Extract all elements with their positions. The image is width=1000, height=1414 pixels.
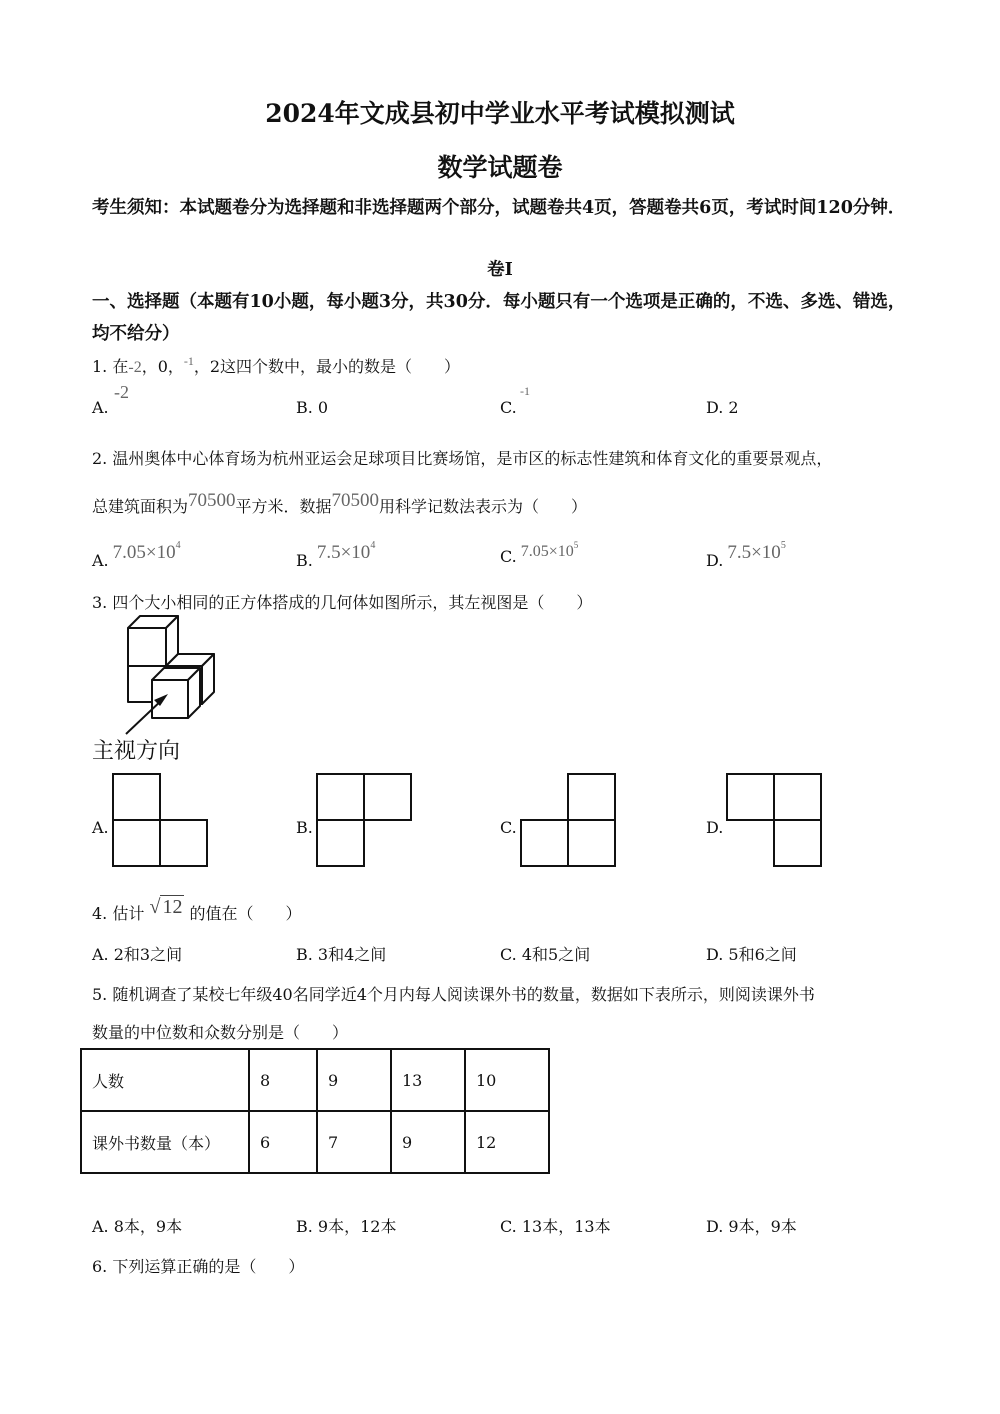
q2-option-a: A. $7.05\times 10^4$ <box>92 540 181 570</box>
q1-option-d: D. 2 <box>706 398 739 417</box>
table-cell: 10 <box>465 1049 549 1111</box>
question-6: 6. 下列运算正确的是（ ） <box>92 1257 305 1276</box>
q3-option-d: D. <box>706 818 724 837</box>
q2-option-c: C. $7.05\times 10^5$ <box>500 540 579 566</box>
question-4: 4. 估计 √ 12 的值在（ ） <box>92 896 302 923</box>
q3-option-a-figure <box>110 772 210 868</box>
q1-text-sep: ，0， <box>141 357 184 376</box>
q1-number-neg1: -1 <box>183 354 194 368</box>
q1-option-a-value: -2 <box>114 382 129 402</box>
q3-option-c-figure <box>518 772 618 868</box>
volume-heading: 卷Ⅰ <box>487 260 513 280</box>
q5-option-a: A. 8本，9本 <box>92 1217 183 1236</box>
q5-option-b: B. 9本，12本 <box>296 1217 397 1236</box>
q3-option-a: A. <box>92 818 109 837</box>
question-2-line2: 总建筑面积为70500平方米．数据70500用科学记数法表示为（ ） <box>92 490 588 516</box>
reading-data-table <box>80 1048 550 1174</box>
view-direction-caption: 主视方向 <box>92 739 181 764</box>
table-cell: 9 <box>391 1111 465 1173</box>
question-5-line2: 数量的中位数和众数分别是（ ） <box>92 1023 349 1042</box>
table-cell: 课外书数量（本） <box>81 1111 249 1173</box>
q1-text-pre: 1. 在 <box>92 357 129 376</box>
q1-text-post: ，2这四个数中，最小的数是（ ） <box>193 357 461 376</box>
q5-option-d: D. 9本，9本 <box>706 1217 797 1236</box>
q4-option-c: C. 4和5之间 <box>500 945 591 964</box>
q2-option-b: B. $7.5\times 10^4$ <box>296 540 376 570</box>
table-cell: 人数 <box>81 1049 249 1111</box>
q3-option-c: C. <box>500 818 517 837</box>
table-cell: 7 <box>317 1111 391 1173</box>
table-cell: 13 <box>391 1049 465 1111</box>
q5-option-c: C. 13本，13本 <box>500 1217 611 1236</box>
question-5-line1: 5. 随机调查了某校七年级40名同学近4个月内每人阅读课外书的数量，数据如下表所示，则阅读课外书 <box>92 985 815 1004</box>
table-row <box>81 1049 549 1111</box>
q1-option-c-value: -1 <box>520 384 530 398</box>
q2-number-2: 70500 <box>331 490 380 511</box>
table-cell: 12 <box>465 1111 549 1173</box>
section-heading: 一、选择题（本题有10小题，每小题3分，共30分．每小题只有一个选项是正确的，不选、多选、错选，均不给分） <box>92 292 906 344</box>
exam-notice: 考生须知：本试题卷分为选择题和非选择题两个部分，试题卷共4页，答题卷共6页，考试时间120分钟． <box>92 198 906 218</box>
q3-option-b: B. <box>296 818 313 837</box>
q2-number-1: 70500 <box>188 490 236 511</box>
q4-option-a: A. 2和3之间 <box>92 945 183 964</box>
q2-option-d: D. $7.5\times 10^5$ <box>706 540 786 570</box>
q3-option-d-figure <box>724 772 824 868</box>
cube-solid-figure <box>100 610 240 740</box>
table-cell: 8 <box>249 1049 317 1111</box>
q4-option-b: B. 3和4之间 <box>296 945 387 964</box>
q1-option-a: A. <box>92 398 109 417</box>
exam-title: 2024年文成县初中学业水平考试模拟测试 <box>265 99 735 128</box>
q3-option-b-figure <box>314 772 414 868</box>
question-2-line1: 2. 温州奥体中心体育场为杭州亚运会足球项目比赛场馆，是市区的标志性建筑和体育文化的重要景观点， <box>92 449 833 468</box>
table-row <box>81 1111 549 1173</box>
sqrt-12: √ 12 <box>149 896 183 918</box>
table-cell: 9 <box>317 1049 391 1111</box>
question-1 <box>92 354 460 377</box>
q1-option-b: B. 0 <box>296 398 329 417</box>
q4-option-d: D. 5和6之间 <box>706 945 797 964</box>
exam-subtitle: 数学试题卷 <box>437 153 563 182</box>
question-3: 3. 四个大小相同的正方体搭成的几何体如图所示，其左视图是（ ） <box>92 593 593 612</box>
q1-option-c: C. <box>500 398 517 417</box>
table-cell: 6 <box>249 1111 317 1173</box>
q1-number-neg2: -2 <box>128 359 142 376</box>
